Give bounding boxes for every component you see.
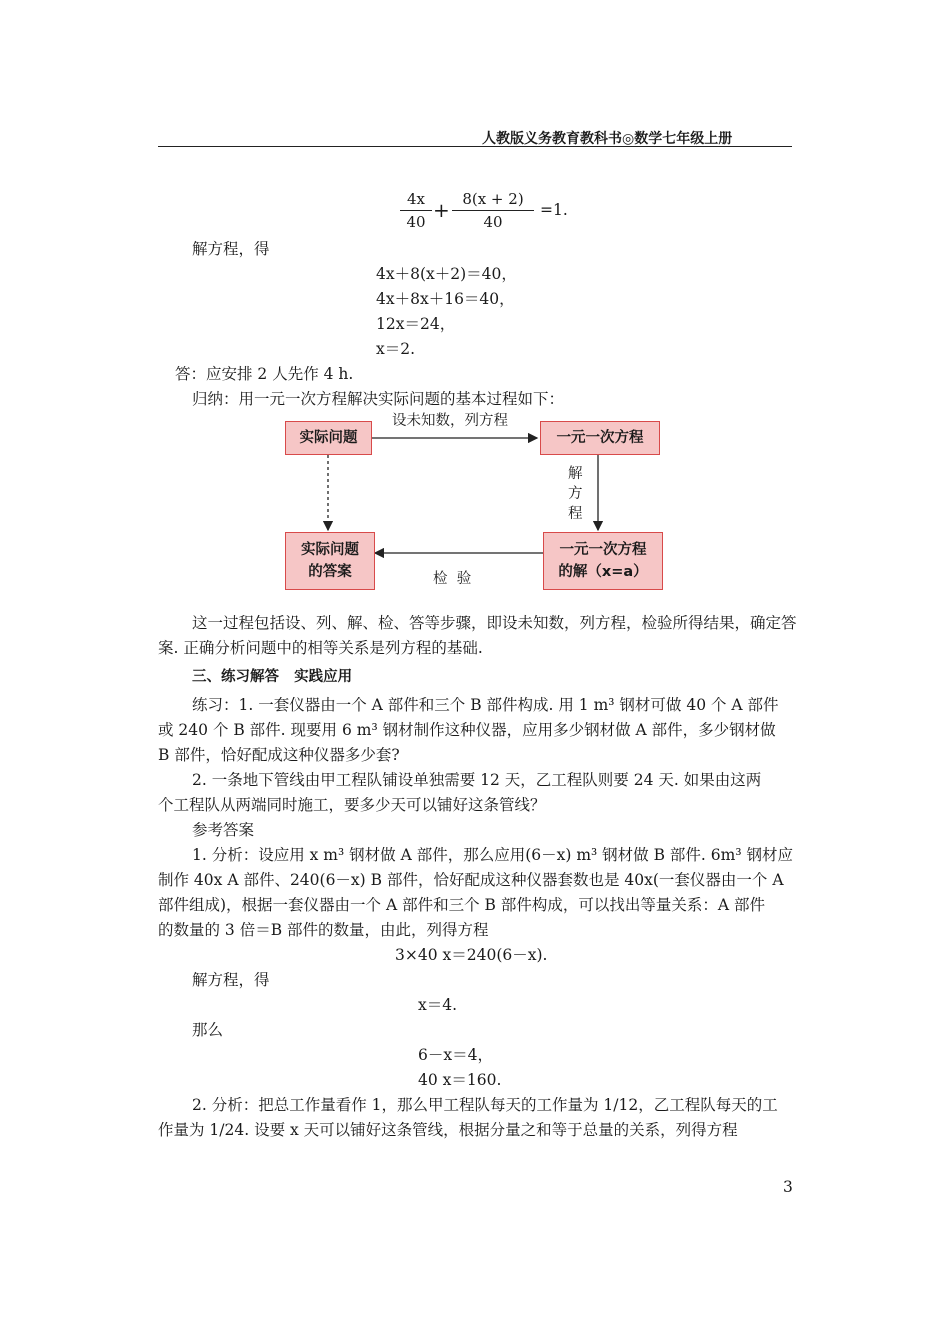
box-problem-answer	[285, 532, 375, 590]
para1-line-2: 案. 正确分析问题中的相等关系是列方程的基础.	[158, 639, 483, 657]
equation-rhs: =1.	[540, 201, 568, 219]
summary-line: 归纳：用一元一次方程解决实际问题的基本过程如下：	[192, 390, 565, 408]
analysis1-line-1: 1. 分析：设应用 x m³ 钢材做 A 部件，那么应用(6－x) m³ 钢材做 B 部件. 6m³ 钢材应	[192, 846, 793, 864]
then-label: 那么	[192, 1021, 224, 1039]
plus-sign: +	[433, 198, 450, 222]
equation-2: 3×40 x＝240(6－x).	[395, 946, 548, 964]
then-line-2: 40 x＝160.	[418, 1071, 502, 1089]
label-solve-3: 程	[568, 506, 583, 522]
label-solve	[568, 464, 583, 524]
para1-line-1: 这一过程包括设、列、解、检、答等步骤，即设未知数，列方程，检验所得结果，确定答	[192, 614, 797, 632]
fraction-2-denominator: 40	[483, 213, 503, 231]
solve-line-2: 4x＋8x＋16＝40，	[376, 290, 515, 308]
answer-line: 答：应安排 2 人先作 4 h.	[175, 365, 354, 383]
box-problem-answer-line1: 实际问题	[301, 542, 359, 558]
label-check: 检 验	[433, 571, 472, 587]
solve2-result: x＝4.	[418, 996, 458, 1014]
label-set-unknown: 设未知数，列方程	[392, 413, 508, 429]
fraction-1-numerator: 4x	[406, 190, 425, 208]
solve-line-3: 12x＝24，	[376, 315, 456, 333]
solve-line-1: 4x＋8(x＋2)＝40，	[376, 265, 517, 283]
practice-line-5: 个工程队从两端同时施工，要多少天可以铺好这条管线？	[158, 796, 546, 814]
solve-line-4: x＝2.	[376, 340, 416, 358]
practice-line-1: 练习：1. 一套仪器由一个 A 部件和三个 B 部件构成. 用 1 m³ 钢材可做 40 个 A 部件	[192, 696, 779, 714]
practice-line-2: 或 240 个 B 部件. 现要用 6 m³ 钢材制作这种仪器，应用多少钢材做 A 部件，多少钢材做	[158, 721, 776, 739]
reference-answer-heading: 参考答案	[192, 821, 255, 839]
practice-line-4: 2. 一条地下管线由甲工程队铺设单独需要 12 天，乙工程队则要 24 天. 如果由这两	[192, 771, 762, 789]
box-problem-answer-line2: 的答案	[308, 564, 352, 580]
practice-line-3: B 部件，恰好配成这种仪器多少套?	[158, 746, 400, 764]
box-equation-solution-line2: 的解（x=a）	[558, 564, 648, 580]
analysis1-line-3: 部件组成)，根据一套仪器由一个 A 部件和三个 B 部件构成，可以找出等量关系：A 部件	[158, 896, 765, 914]
solve-intro: 解方程，得	[192, 240, 270, 258]
then-line-1: 6－x＝4，	[418, 1046, 493, 1064]
analysis1-line-2: 制作 40x A 部件、240(6－x) B 部件，恰好配成这种仪器套数也是 40x(一套仪器由一个 A	[158, 871, 784, 889]
fraction-2-numerator: 8(x + 2)	[462, 190, 524, 208]
analysis2-line-2: 作量为 1/24. 设要 x 天可以铺好这条管线，根据分量之和等于总量的关系，列得方程	[158, 1121, 738, 1139]
page-number: 3	[783, 1178, 793, 1196]
box-equation-solution	[543, 532, 663, 590]
analysis2-line-1: 2. 分析：把总工作量看作 1，那么甲工程队每天的工作量为 1/12，乙工程队每天的工	[192, 1096, 778, 1114]
box-real-problem: 实际问题	[285, 421, 372, 455]
running-header: 人教版义务教育教科书◎数学七年级上册	[482, 131, 733, 147]
fraction-1-denominator: 40	[406, 213, 426, 231]
box-linear-equation: 一元一次方程	[540, 421, 660, 455]
section-heading: 三、练习解答 实践应用	[192, 669, 353, 685]
label-solve-2: 方	[568, 486, 583, 502]
box-equation-solution-line1: 一元一次方程	[559, 542, 647, 558]
analysis1-line-4: 的数量的 3 倍＝B 部件的数量，由此，列得方程	[158, 921, 489, 939]
solve2-intro: 解方程，得	[192, 971, 270, 989]
label-solve-1: 解	[568, 466, 583, 482]
